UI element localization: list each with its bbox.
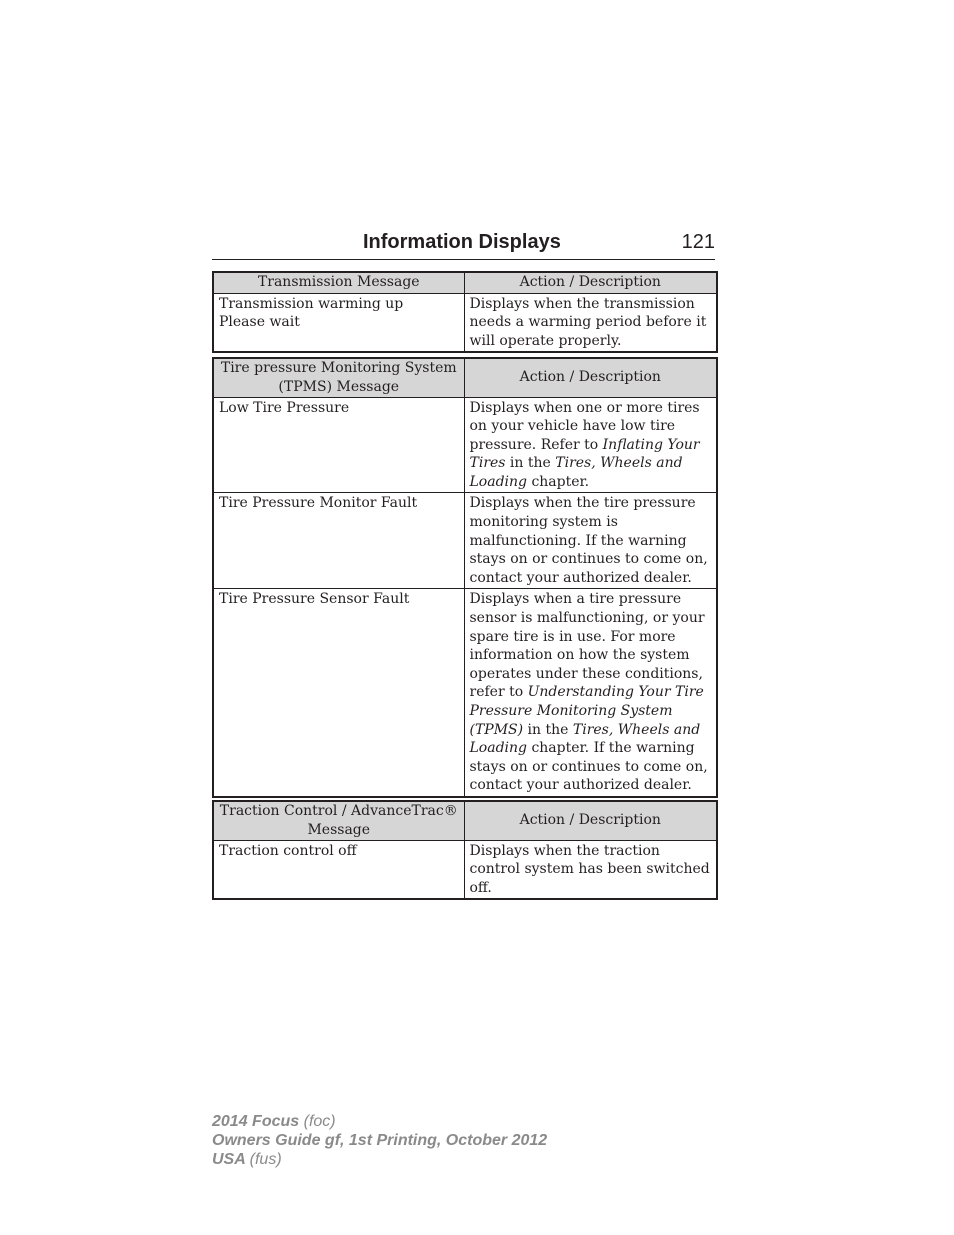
footer-printing-line: Owners Guide gf, 1st Printing, October 2012: [212, 1132, 548, 1149]
table-header-row: [213, 801, 717, 840]
reference-chapter: Tires, Wheels and Loading: [469, 455, 683, 490]
section-title: Information Displays: [363, 231, 561, 253]
column-header-description: Action / Description: [464, 358, 717, 397]
message-cell: Traction control off: [213, 840, 464, 899]
description-text: Displays when a tire pressure sensor is malfunctioning, or your spare tire is in use. For more information on how the system operates under these conditions, refer to: [469, 591, 705, 701]
footer-model: 2014 Focus: [212, 1113, 300, 1130]
reference-inflating-tires: Inflating Your Tires: [469, 436, 700, 472]
table-row: [213, 493, 717, 589]
transmission-message-table: [212, 271, 718, 353]
description-cell: Displays when the traction control system has been switched off.: [464, 840, 717, 899]
column-header-message: Traction Control / AdvanceTrac® Message: [213, 801, 464, 840]
description-text: Displays when one or more tires on your vehicle have low tire pressure. Refer to: [469, 399, 700, 453]
table-header-row: [213, 272, 717, 293]
description-text: in the: [505, 455, 556, 472]
message-line: Please wait: [219, 314, 300, 331]
description-cell: [464, 397, 717, 493]
description-cell: Displays when the transmission needs a warming period before it will operate properly.: [464, 293, 717, 352]
footer-model-code: (foc): [303, 1113, 336, 1130]
table-row: [213, 397, 717, 493]
footer-model-line: [212, 1112, 547, 1131]
table-row: [213, 293, 717, 352]
description-cell: [464, 589, 717, 797]
message-cell: Low Tire Pressure: [213, 397, 464, 493]
footer-market-line: [212, 1150, 547, 1169]
footer-market: USA: [212, 1151, 246, 1168]
column-header-description: Action / Description: [464, 801, 717, 840]
table-row: [213, 589, 717, 797]
column-header-message: Transmission Message: [213, 272, 464, 293]
table-header-row: [213, 358, 717, 397]
message-cell: Tire Pressure Monitor Fault: [213, 493, 464, 589]
reference-understanding-tpms: Understanding Your Tire Pressure Monitoring System (TPMS): [469, 684, 704, 738]
description-text: chapter.: [527, 473, 590, 490]
page-header: [212, 228, 715, 260]
column-header-description: Action / Description: [464, 272, 717, 293]
traction-control-message-table: [212, 800, 718, 900]
message-line: Transmission warming up: [219, 295, 404, 312]
description-cell: Displays when the tire pressure monitoring system is malfunctioning. If the warning stays on or continues to come on, contact your authorized dealer.: [464, 493, 717, 589]
tpms-message-table: [212, 357, 718, 798]
message-cell: Tire Pressure Sensor Fault: [213, 589, 464, 797]
footer-market-code: (fus): [249, 1151, 282, 1168]
column-header-message: Tire pressure Monitoring System (TPMS) Message: [213, 358, 464, 397]
description-text: in the: [523, 721, 573, 738]
description-text: chapter. If the warning stays on or continues to come on, contact your authorized dealer.: [469, 740, 708, 794]
reference-chapter: Tires, Wheels and Loading: [469, 721, 701, 757]
page-number: 121: [681, 231, 715, 253]
table-row: [213, 840, 717, 899]
page-footer: [212, 1112, 547, 1169]
message-cell: [213, 293, 464, 352]
